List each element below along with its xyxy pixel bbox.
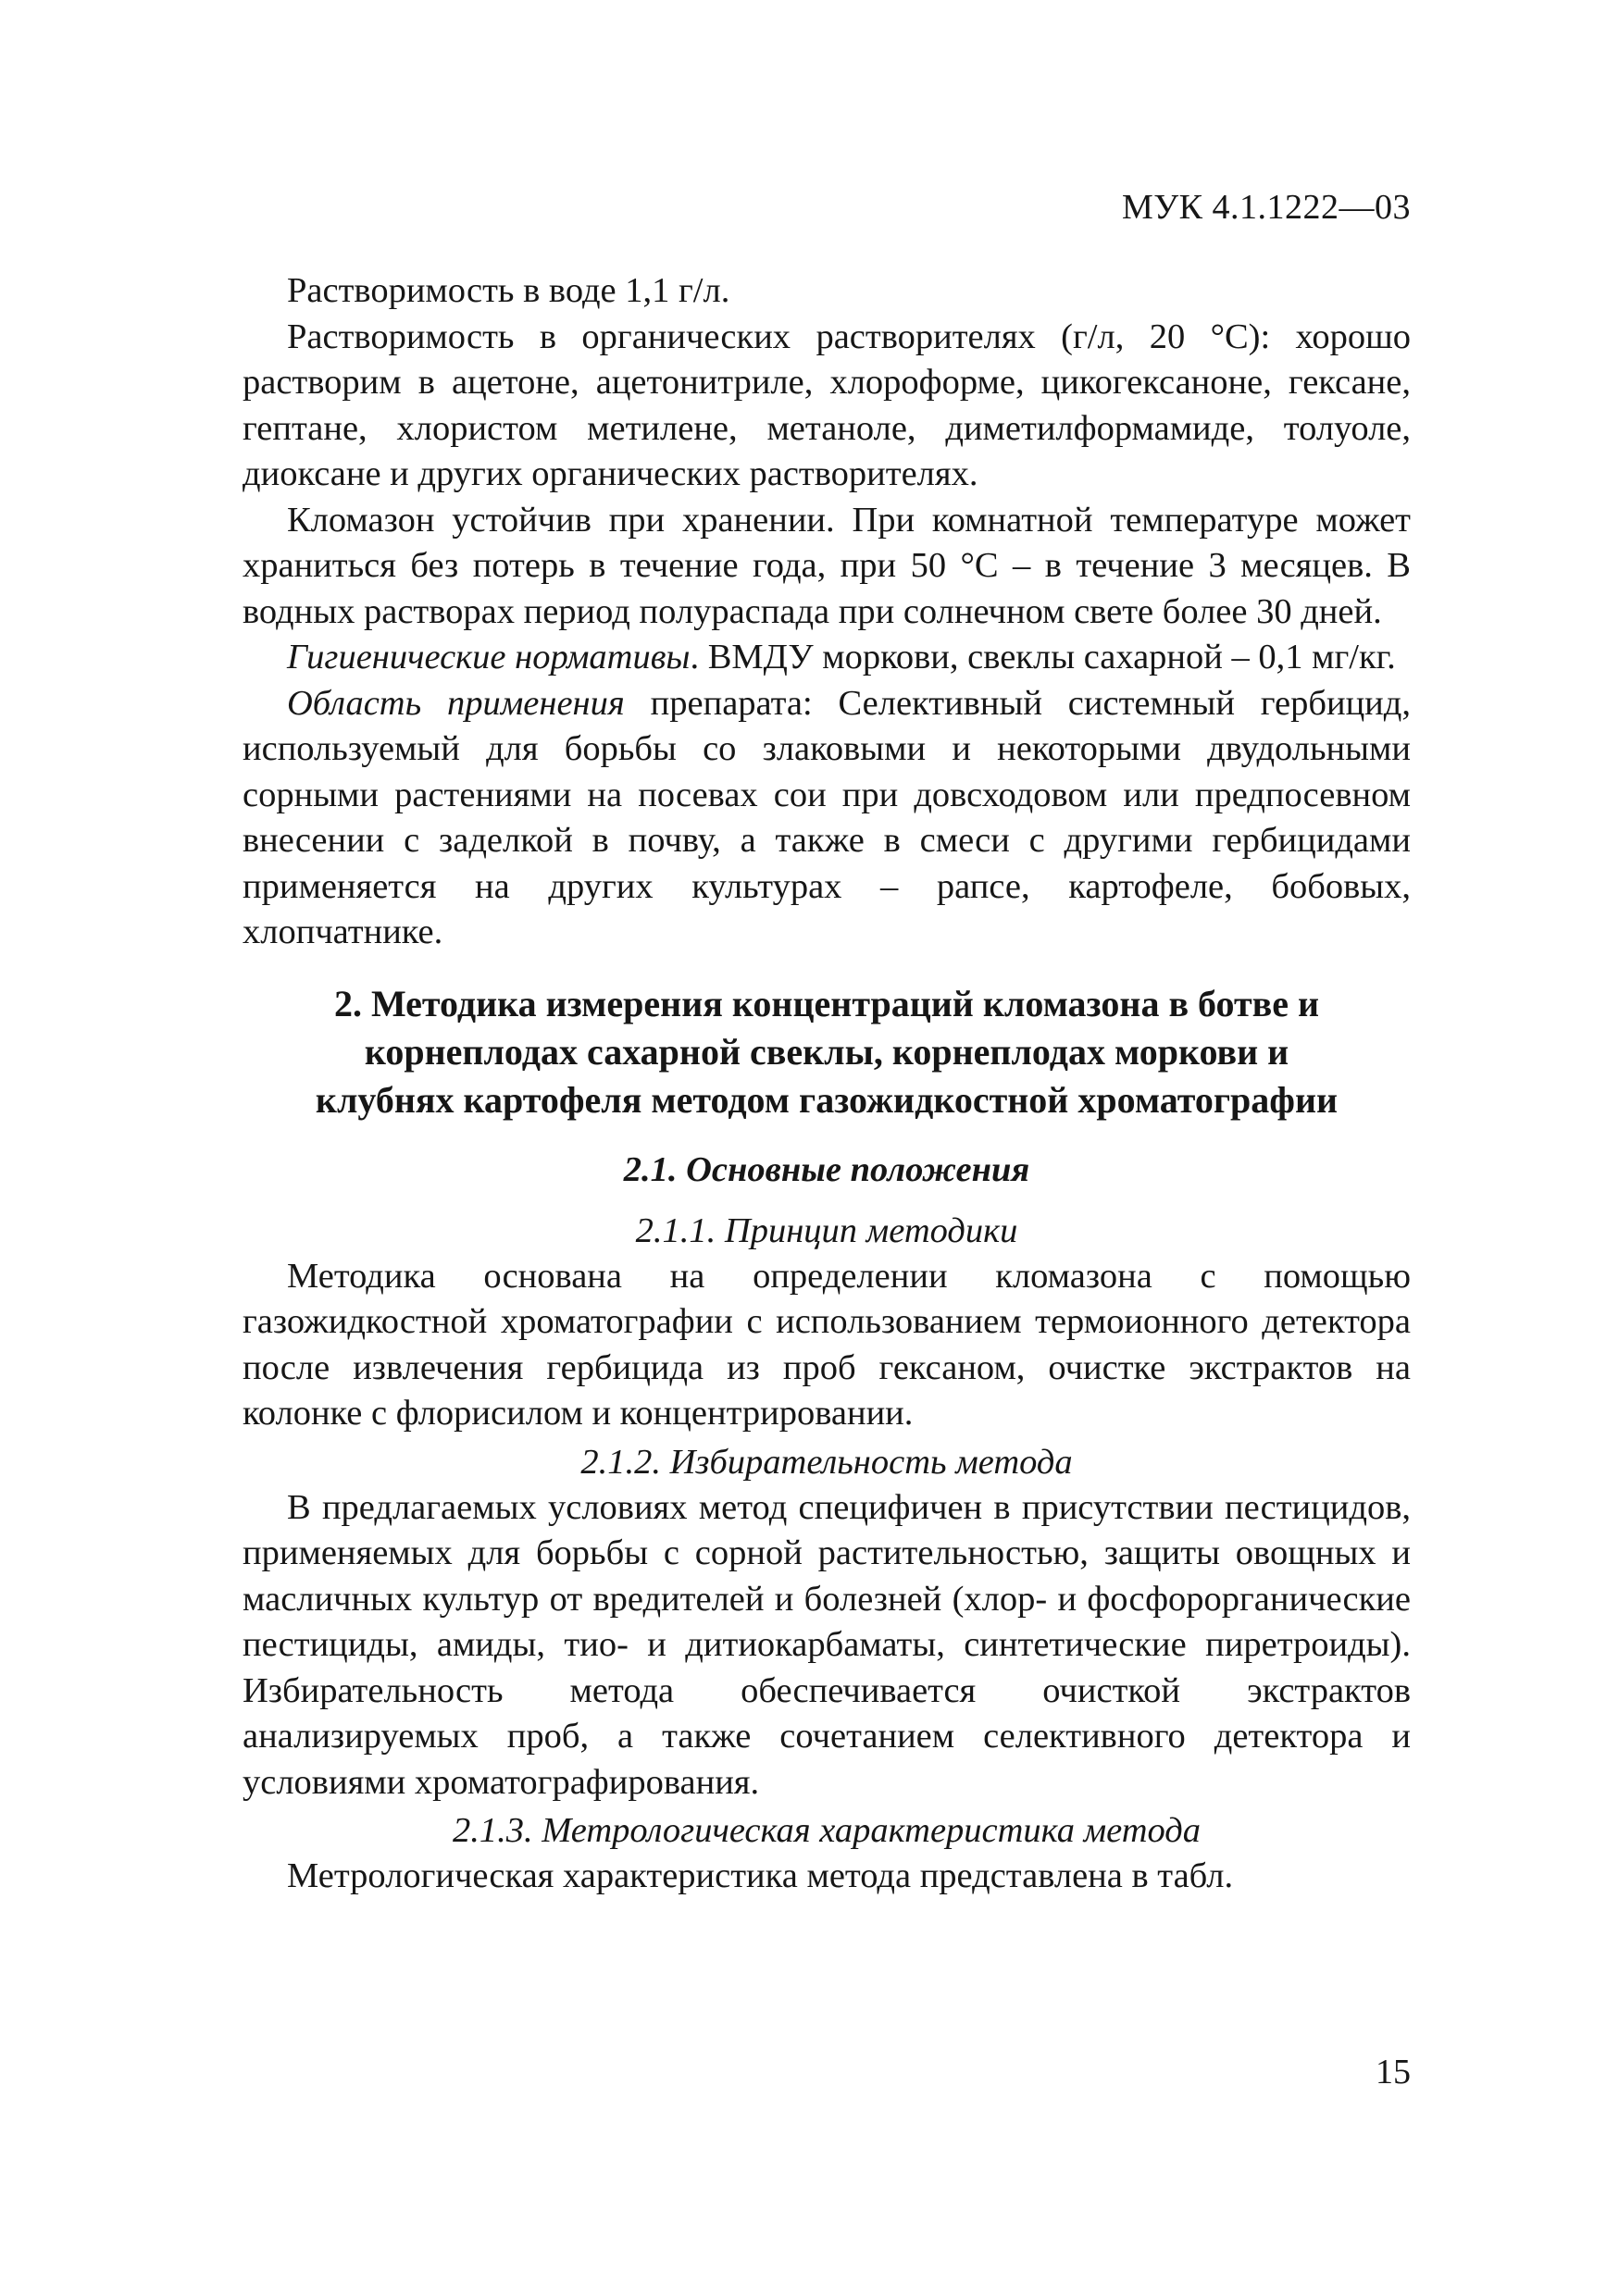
- section-title-line-2: корнеплодах сахарной свеклы, корнеплодах моркови и: [364, 1030, 1289, 1073]
- paragraph-principle: Методика основана на определении кломазона с помощью газожидкостной хроматографии с использованием термоионного детектора после извлечения гербицида из проб гексаном, очистке экстрактов на колонке с флорисилом и концентрировании.: [243, 1256, 1411, 1433]
- paragraph-hygienic-norms: [243, 635, 1411, 681]
- paragraph-stability: Кломазон устойчив при хранении. При комнатной температуре может храниться без потерь в течение года, при 50 °С – в течение 3 месяцев. В водных растворах период полураспада при солнечном свете более 30 дней.: [243, 500, 1411, 631]
- subsection-title-principle: 2.1.1. Принцип методики: [635, 1210, 1018, 1250]
- subsection-title-basics: 2.1. Основные положения: [623, 1149, 1030, 1189]
- page-number: 15: [1376, 2053, 1411, 2091]
- application-area-text: препарата: Селективный системный гербицид, используемый для борьбы со злаковыми и некоторыми двудольными сорными растениями на посевах сои при довсходовом или предпосевном внесении с заделкой в почву, а также в смеси с другими гербицидами применяется на других культурах – рапсе, картофеле, бобовых, хлопчатнике.: [243, 683, 1411, 951]
- paragraph-metrology: Метрологическая характеристика метода представлена в табл.: [287, 1856, 1234, 1895]
- subsection-title-selectivity: 2.1.2. Избирательность метода: [580, 1442, 1073, 1482]
- section-title: [243, 980, 1411, 1124]
- section-title-line-1: 2. Методика измерения концентраций кломазона в ботве и: [333, 982, 1320, 1024]
- paragraph-selectivity: В предлагаемых условиях метод специфичен в присутствии пестицидов, применяемых для борьбы с сорной растительностью, защиты овощных и масличных культур от вредителей и болезней (хлор- и фосфорорганические пестициды, амиды, тио- и дитиокарбаматы, синтетические пиретроиды). Избирательность метода обеспечивается очисткой экстрактов анализируемых проб, а также сочетанием селективного детектора и условиями хроматографирования.: [243, 1487, 1411, 1802]
- hygienic-norms-text: . ВМДУ моркови, свеклы сахарной – 0,1 мг/кг.: [690, 638, 1396, 676]
- subsection-title-metrology: 2.1.3. Метрологическая характеристика метода: [452, 1811, 1202, 1850]
- document-body: [243, 268, 1411, 1900]
- paragraph-organic-solubility: Растворимость в органических растворителях (г/л, 20 °С): хорошо растворим в ацетоне, ацетонитриле, хлороформе, цикогексаноне, гексане, гептане, хлористом метилене, метаноле, диметилформамиде, толуоле, диоксане и других органических растворителях.: [243, 316, 1411, 493]
- section-title-line-3: клубнях картофеля методом газожидкостной хроматографии: [315, 1078, 1339, 1121]
- paragraph-application-area: [243, 681, 1411, 956]
- paragraph-water-solubility: Растворимость в воде 1,1 г/л.: [287, 271, 730, 310]
- hygienic-norms-label: Гигиенические нормативы: [287, 638, 691, 676]
- application-area-label: Область применения: [287, 683, 625, 723]
- document-code: МУК 4.1.1222—03: [1121, 188, 1411, 227]
